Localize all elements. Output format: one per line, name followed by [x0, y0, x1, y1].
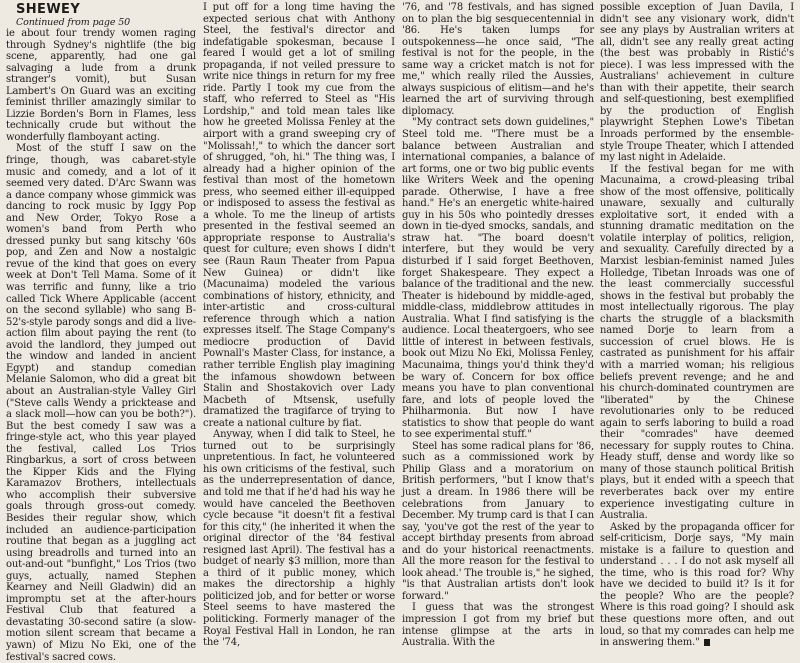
paragraph: Steel has some radical plans for '86, such as a commissioned work by Philip Glass and a moratorium on British performers, "but I know that's just a dream. In 1986 there will be celebrations from January to December. My trump card is that I can say, 'you've got the rest of the year to accept birthday presents from abroad and do your historical reenactments. All the more reason for the festival to look ahead.' The trouble is," he sighed, "is that Australian artists don't look forward." — [402, 440, 594, 602]
article-column-2 — [203, 2, 395, 649]
article-column-1 — [6, 2, 196, 663]
article-column-4 — [600, 2, 794, 649]
continued-note: Continued from page 50 — [16, 17, 130, 28]
paragraph: ie about four trendy women raging through Sydney's nightlife (the big scene, apparently, had one gal salvaging a lude from a drunk stranger's vomit), but Susan Lambert's On Guard was an exciting feminist thriller amazingly similar to Lizzie Borden's Born in Flames, less technically crude but without the wonderfully flamboyant acting. — [6, 28, 196, 143]
running-head: SHEWEY — [16, 2, 81, 17]
final-paragraph-text: Asked by the propaganda officer for self-criticism, Dorje says, "My main mistake is a failure to question and understand . . . I do not ask myself all the time, who is this road for? Why have we decided to build it? Is it for the people? Who are the people? Where is this road going? I should ask these questions more often, and out loud, so that my comrades can help me in answering them." — [600, 521, 794, 649]
paragraph: I guess that was the strongest impression I got from my brief but intense glimpse at the arts in Australia. With the — [402, 602, 594, 649]
article-column-3 — [402, 2, 594, 649]
paragraph: "My contract sets down guidelines," Steel told me. "There must be a balance between Australian and international companies, a balance of art forms, one or two big public events like Writers Week and the opening parade. Otherwise, I have a free hand." He's an energetic white-haired guy in his 50s who pointedly dresses down in tie-dyed smocks, sandals, and straw hat. "The board doesn't interfere, but they would be very disturbed if I said forget Beethoven, forget Shakespeare. They expect a balance of the traditional and the new. Theater is hidebound by middle-aged, middle-class, middlebrow attitudes in Australia. What I find satisfying is the audience. Local theatergoers, who see little of interest in between festivals, book out Mizu No Eki, Molissa Fenley, Macunaima, things you'd think they'd be wary of. Concern for box office means you have to plan conventional fare, and lots of people loved the Philharmonia. But now I have statistics to show that people do want to see experimental stuff." — [402, 117, 594, 441]
paragraph: Most of the stuff I saw on the fringe, though, was cabaret-style music and comedy, and a lot of it seemed very dated. D'Arc Swann was a dance company whose gimmick was dancing to rock music by Iggy Pop and New Order, Tokyo Rose a women's band from Perth who dressed punky but sang kitschy '60s pop, and Zen and Now a nostalgic revue of the kind that goes on every week at Don't Tell Mama. Some of it was terrific and funny, like a trio called Tick Where Applicable (accent on the second syllable) who sang B-52's-style parody songs and did a live-action film about paying the rent (to avoid the landlord, they jumped out the window and landed in ancient Egypt) and standup comedian Melanie Salomon, who did a great bit about an Australian-style Valley Girl ("Steve calls Wendy a pricktease and a slack moll—how can you be both?"). But the best comedy I saw was a fringe-style act, who this year played the festival, called Los Trios Ringbarkus, a sort of cross between the Kipper Kids and the Flying Karamazov Brothers, intellectuals who accomplish their subversive goals through gross-out comedy. Besides their regular show, which included an audience-participation routine that began as a juggling act using breadrolls and turned into an out-and-out "bunfight," Los Trios (two guys, actually, named Stephen Kearney and Neill Gladwin) did an impromptu set at the after-hours Festival Club that featured a devastating 30-second satire (a slow-motion silent scream that became a yawn) of Mizu No Eki, one of the festival's sacred cows. — [6, 143, 196, 663]
end-of-article-mark — [704, 639, 710, 646]
paragraph: Anyway, when I did talk to Steel, he turned out to be surprisingly unpretentious. In fact, he volunteered his own criticisms of the festival, such as the underrepresentation of dance, and told me that if he'd had his way he would have canceled the Beethoven cycle because "it doesn't fit a festival for this city," (he inherited it when the original director of the '84 festival resigned last April). The festival has a budget of nearly $3 million, more than a third of it public money, which makes the directorship a highly politicized job, and for better or worse Steel seems to have mastered the politicking. Formerly manager of the Royal Festival Hall in London, he ran the '74, — [203, 429, 395, 649]
paragraph: '76, and '78 festivals, and has signed on to plan the big sesquecentennial in '86. He's taken lumps for outspokenness—he once said, "The festival is not for the people, in the same way a cricket match is not for me," which really riled the Aussies, always suspicious of elitism—and he's learned the art of surviving through diplomacy. — [402, 2, 594, 117]
paragraph: I put off for a long time having the expected serious chat with Anthony Steel, the festival's director and indefatigable spokesman, because I feared I would get a lot of smiling propaganda, if not veiled pressure to write nice things in return for my free ride. Partly I took my cue from the staff, who referred to Steel as "His Lordship," and told mean tales like how he greeted Molissa Fenley at the airport with a grand sweeping cry of "Molissah!," to which the dancer sort of shrugged, "oh, hi." The thing was, I already had a higher opinion of the festival than most of the hometown press, who seemed either ill-equipped or indisposed to assess the festival as a whole. To me the lineup of artists presented in the festival seemed an appropriate response to Australia's quest for culture; even shows I didn't see (Raun Raun Theater from Papua New Guinea) or didn't like (Macunaima) modeled the various combinations of history, ethnicity, and inter-artistic and cross-cultural reference through which a nation expresses itself. The Stage Company's mediocre production of David Pownall's Master Class, for instance, a rather terrible English play imagining the infamous showdown between Stalin and Shostakovich over Lady Macbeth of Mtsensk, usefully dramatized the tragifarce of trying to create a national culture by fiat. — [203, 2, 395, 429]
paragraph: possible exception of Juan Davila, I didn't see any visionary work, didn't see any plays by Australian writers at all, didn't see any really great acting (the best was probably in Ristić's piece). I was less impressed with the Australians' achievement in culture than with their appetite, their search and self-questioning, best exemplified by the production of English playwright Stephen Lowe's Tibetan Inroads performed by the ensemble-style Troupe Theater, which I attended my last night in Adelaide. — [600, 2, 794, 164]
paragraph: If the festival began for me with Macunaima, a crowd-pleasing tribal show of the most offensive, politically unaware, sexually and culturally exploitative sort, it ended with a stunning dramatic meditation on the volatile interplay of politics, religion, and sexuality. Carefully directed by a Marxist lesbian-feminist named Jules Holledge, Tibetan Inroads was one of the least commercially successful shows in the festival but probably the most intellectually rigorous. The play charts the struggle of a blacksmith named Dorje to learn from a succession of cruel blows. He is castrated as punishment for his affair with a married woman; his religious beliefs prevent revenge; and he and his church-dominated countrymen are "liberated" by the Chinese revolutionaries only to be reduced again to serfs laboring to build a road their "comrades" have deemed necessary for supply routes to China. Heady stuff, dense and wordy like so many of those staunch political British plays, but it ended with a speech that reverberates back over my entire experience investigating culture in Australia. — [600, 163, 794, 522]
paragraph-final — [600, 522, 794, 649]
